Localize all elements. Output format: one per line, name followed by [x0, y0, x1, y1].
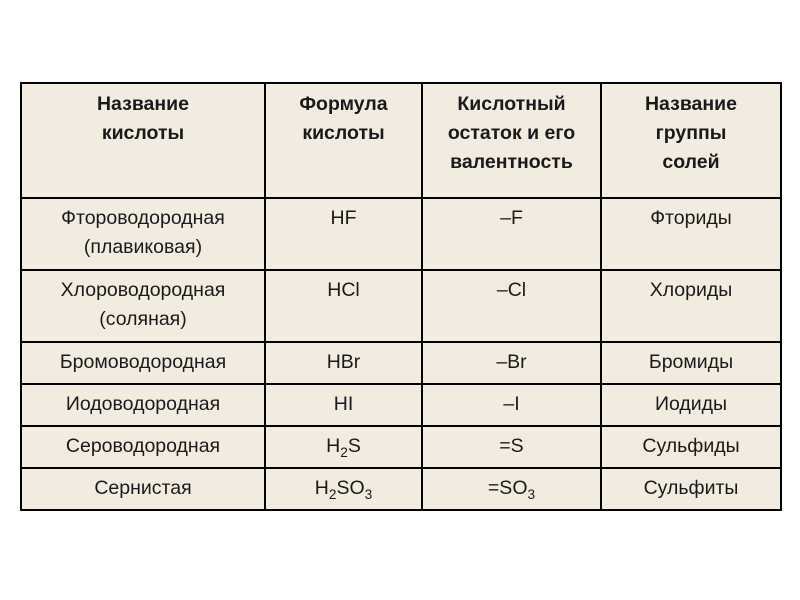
acid-residue-cell [422, 270, 601, 342]
salt-group: Иодиды [654, 393, 728, 415]
header-acid-residue [422, 83, 601, 198]
acid-formula [314, 477, 373, 502]
acid-formula: HF [330, 207, 357, 229]
formula-part: S [347, 435, 361, 457]
formula-subscript: 2 [340, 444, 348, 460]
table-row [21, 270, 781, 342]
salt-group-cell [601, 342, 781, 384]
formula-subscript: 3 [364, 486, 373, 502]
acid-residue: –Br [496, 351, 527, 373]
acid-residue-cell [422, 384, 601, 426]
acid-name: Иодоводородная [65, 393, 221, 415]
header-acid-formula [265, 83, 422, 198]
acid-residue-cell [422, 468, 601, 510]
salt-group-cell [601, 270, 781, 342]
acid-formula: HBr [326, 351, 361, 373]
table-row [21, 342, 781, 384]
acids-table [20, 82, 782, 511]
salt-group-cell [601, 426, 781, 468]
salt-group-cell [601, 468, 781, 510]
header-text: Кислотный [457, 93, 566, 115]
acid-residue: –Cl [496, 279, 527, 301]
acid-name-cell [21, 270, 265, 342]
acid-name-cell [21, 342, 265, 384]
acid-residue: –I [503, 393, 520, 415]
acid-residue: –F [500, 207, 523, 229]
residue-subscript: 3 [527, 486, 536, 502]
header-text: валентность [450, 151, 573, 173]
acid-name: Хлороводородная [60, 279, 226, 301]
salt-group: Сульфиды [642, 435, 740, 457]
salt-group-cell [601, 198, 781, 270]
table-row [21, 468, 781, 510]
header-text: кислоты [302, 122, 385, 144]
acid-residue-cell [422, 426, 601, 468]
acid-formula: HCl [327, 279, 360, 301]
acid-formula-cell [265, 426, 422, 468]
header-text: кислоты [101, 122, 185, 144]
header-text: остаток и его [447, 122, 576, 144]
header-acid-name [21, 83, 265, 198]
acid-alt-name: (соляная) [99, 308, 187, 330]
acid-residue: =S [499, 435, 524, 457]
salt-group: Фториды [650, 207, 732, 229]
table-row [21, 198, 781, 270]
acid-formula-cell [265, 342, 422, 384]
salt-group: Сульфиты [643, 477, 739, 499]
acid-formula [326, 435, 361, 460]
formula-part: SO [336, 477, 365, 499]
acid-name-cell [21, 468, 265, 510]
acid-name: Сероводородная [65, 435, 221, 457]
residue-part: =SO [487, 477, 528, 499]
acid-formula-cell [265, 468, 422, 510]
acid-formula: HI [333, 393, 354, 415]
acid-formula-cell [265, 270, 422, 342]
table-row [21, 426, 781, 468]
acid-formula-cell [265, 198, 422, 270]
acid-formula-cell [265, 384, 422, 426]
salt-group-cell [601, 384, 781, 426]
header-text: солей [662, 151, 720, 173]
salt-group: Бромиды [648, 351, 734, 373]
acid-residue-cell [422, 198, 601, 270]
formula-part: H [326, 435, 341, 457]
acid-name-cell [21, 426, 265, 468]
salt-group: Хлориды [649, 279, 733, 301]
acid-name-cell [21, 198, 265, 270]
table-row [21, 384, 781, 426]
header-text: Формула [299, 93, 388, 115]
acid-name: Бромоводородная [59, 351, 227, 373]
acid-residue-cell [422, 342, 601, 384]
acid-residue [487, 477, 536, 502]
header-text: группы [655, 122, 727, 144]
header-text: Название [96, 93, 190, 115]
header-row [21, 83, 781, 198]
acid-name: Фтороводородная [61, 207, 225, 229]
header-text: Название [644, 93, 738, 115]
formula-part: H [314, 477, 329, 499]
formula-subscript: 2 [328, 486, 337, 502]
acid-name: Сернистая [94, 477, 192, 499]
header-salt-group [601, 83, 781, 198]
acid-name-cell [21, 384, 265, 426]
acid-alt-name: (плавиковая) [83, 236, 203, 258]
